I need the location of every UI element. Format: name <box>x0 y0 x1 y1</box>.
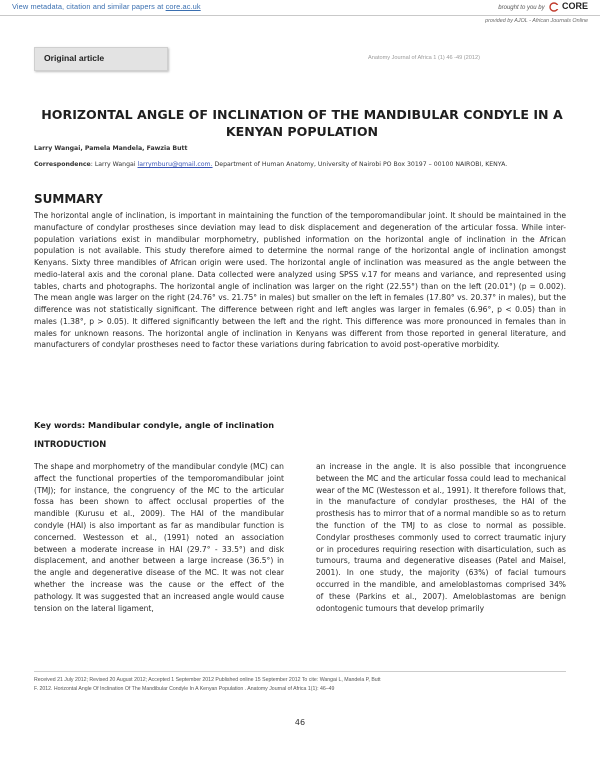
core-logo-icon <box>549 2 559 12</box>
core-brand[interactable] <box>498 1 588 12</box>
authors: Larry Wangai, Pamela Mandela, Fawzia Butt <box>34 145 188 152</box>
page-number: 46 <box>294 718 306 727</box>
paper-title: HORIZONTAL ANGLE OF INCLINATION OF THE MANDIBULAR CONDYLE IN A KENYAN POPULATION <box>41 107 563 139</box>
correspondence-name: : Larry Wangai <box>90 161 138 168</box>
correspondence-label: Correspondence <box>34 161 91 168</box>
footer-line-2: F. 2012. Horizontal Angle Of Inclination Of The Mandibular Condyle In A Kenyan Population . Anatomy Journal of Africa 1(1): 46–49 <box>34 685 335 692</box>
introduction-column-left: The shape and morphometry of the mandibular condyle (MC) can affect the functional properties of the temporomandibular joint (TMJ); for instance, the congruency of the MC to the articular fossa has been shown to affect occlusal properties of the mandible (Kurusu et al., 2009). The HAI of the mandibular condyle (HAI) is also important as far as mandibular function is concerned. Westesson et al., (1991) noted an association between a moderate increase in HAI (29.7° - 33.5°) and disk displacement, and another between a large increase (36.5°) in the angle and degenerative disease of the MC. It was not clear whether the increase was the cause or the effect of the pathology. It was suggested that an increased angle would cause tension on the lateral ligament, <box>34 462 284 613</box>
introduction-column-right: an increase in the angle. It is also possible that incongruence between the MC and the articular fossa could lead to mechanical wear of the MC (Westesson et al., 1991). It therefore follows that, in the manufacture of condylar prostheses, the HAI of the prosthesis has to mirror that of a normal mandible so as to return the function of the TMJ to as close to normal as possible. Condylar prostheses commonly used to correct traumatic injury or in procedures requiring resection with disarticulation, such as tumours, trauma and degenerative diseases (Patel and Maisel, 2001). In one study, the majority (63%) of facial tumours occurred in the mandible, and ameloblastomas comprised 34% of these (Parkins et al., 2007). Ameloblastomas are benign odontogenic tumours that develop primarily <box>316 462 566 613</box>
core-link-domain[interactable]: core.ac.uk <box>165 2 201 11</box>
core-link-prefix: View metadata, citation and similar papers at <box>12 2 166 11</box>
ajol-provider-text[interactable]: provided by AJOL - African Journals Online <box>485 18 588 24</box>
article-type-box <box>34 47 168 71</box>
footer-divider <box>34 671 566 672</box>
summary-heading: SUMMARY <box>34 192 103 206</box>
core-logo-text: CORE <box>561 1 588 11</box>
correspondence <box>34 160 568 169</box>
core-banner <box>0 0 600 16</box>
ajol-banner <box>0 16 600 27</box>
brought-by-text: brought to you by <box>498 5 545 11</box>
abstract-text: The horizontal angle of inclination, is important in maintaining the function of the temporomandibular joint. It should be maintained in the manufacture of condylar prostheses since deviation may lead to disk displacement and degeneration of the articular fossa. While inter-population variations exist in mandibular morphometry, published information on the horizontal angle of inclination in the African population is not available. This study therefore aimed to determine the normal range of the horizontal angle of inclination amongst Kenyans. Sixty three mandibles of African origin were used. The horizontal angle of inclination was measured as the angle between the medio-lateral axis and the coronal plane. Data collected were analyzed using SPSS v.17 for means and variance, and represented using tables, charts and photographs. The horizontal angle of inclination was larger on the right (22.55°) than on the left (20.01°) (p = 0.002). The mean angle was larger on the right (24.76° vs. 21.75° in males) but smaller on the left in females (17.80° vs. 20.37° in males), but the difference was not statistically significant. The difference between right and left angles was larger in females (6.96°, p < 0.05) than in males (1.38°, p > 0.05). It differed significantly between the left and the right. This difference was more pronounced in females than in males for unknown reasons. The horizontal angle of inclination in Kenyans was different from those reported in general literature, and manufacturers of condylar prostheses need to factor these variations during fabrication to avoid post-operative morbidity. <box>34 211 566 350</box>
article-type-label: Original article <box>44 53 105 63</box>
core-metadata-link[interactable] <box>12 2 201 11</box>
correspondence-email-link[interactable]: larrymburu@gmail.com. <box>137 161 213 168</box>
introduction-heading: INTRODUCTION <box>34 439 107 449</box>
correspondence-address: Department of Human Anatomy, University of Nairobi PO Box 30197 – 00100 NAIROBI, KENYA. <box>212 161 508 168</box>
journal-reference: Anatomy Journal of Africa 1 (1) 46 -49 (2012) <box>368 55 480 61</box>
citation-footer <box>34 676 566 693</box>
keywords: Key words: Mandibular condyle, angle of inclination <box>34 420 275 430</box>
footer-line-1: Received 21 July 2012; Revised 20 August 2012; Accepted 1 September 2012 Published online 15 September 2012 To cite: Wangai L, Mandela P, Butt <box>34 677 381 683</box>
